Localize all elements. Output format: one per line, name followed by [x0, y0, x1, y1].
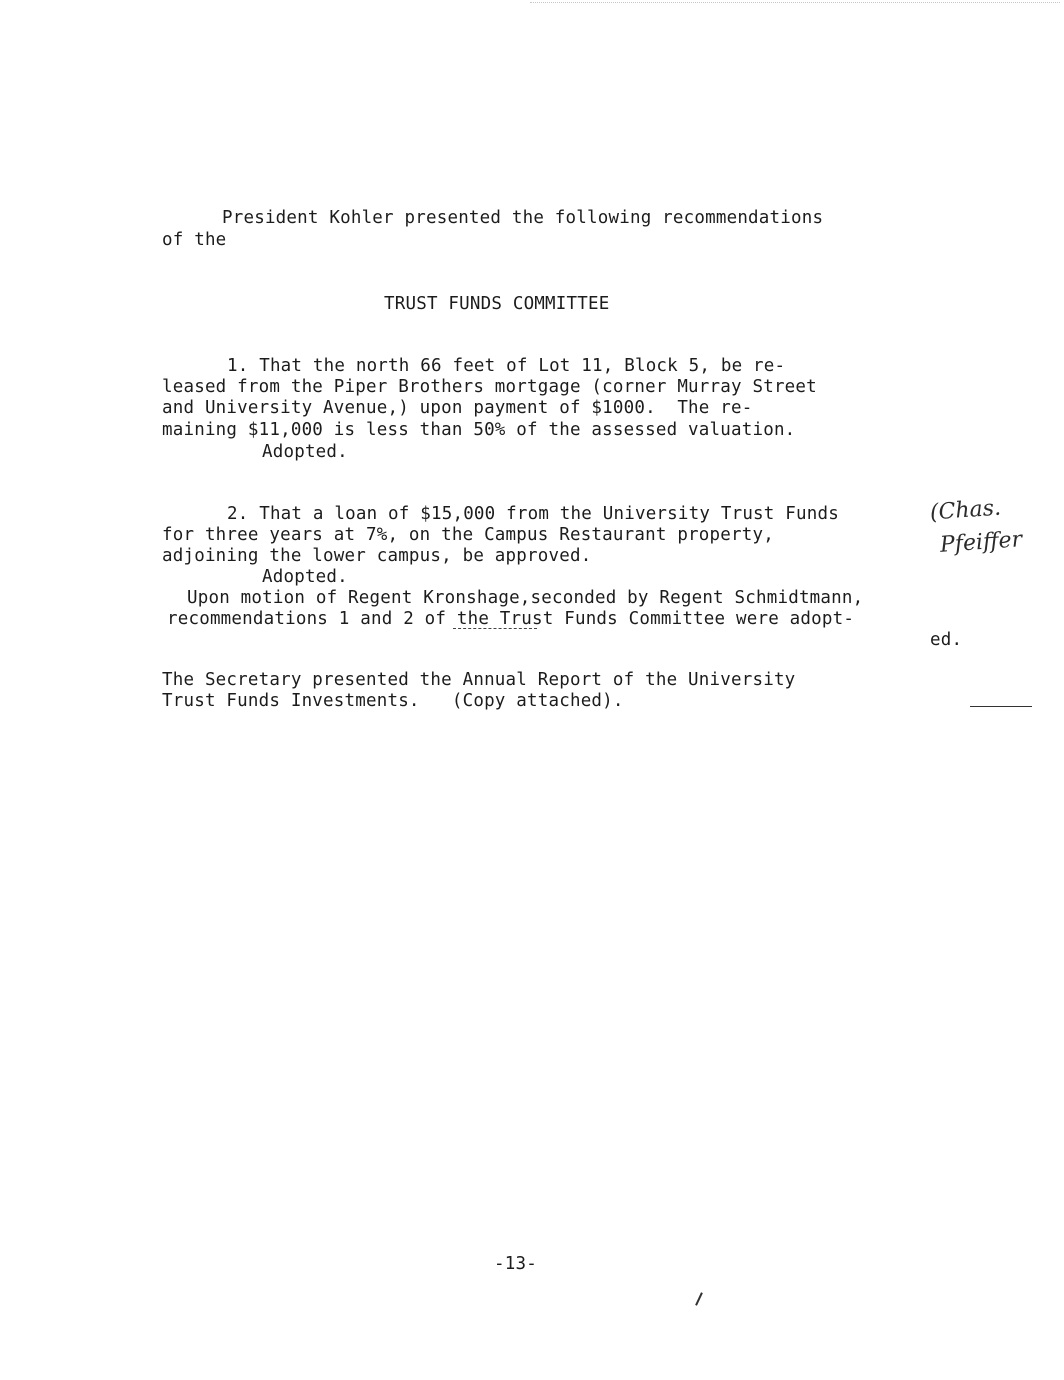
item1-line-3: and University Avenue,) upon payment of $1000. The re- — [162, 398, 753, 418]
item2-line-3: adjoining the lower campus, be approved. — [162, 546, 592, 566]
top-edge-mark — [530, 2, 1060, 3]
item2-line-1: 2. That a loan of $15,000 from the University Trust Funds — [227, 504, 839, 524]
item1-line-4: maining $11,000 is less than 50% of the assessed valuation. — [162, 420, 796, 440]
item2-status: Adopted. — [262, 567, 348, 587]
item1-status: Adopted. — [262, 442, 348, 462]
item1-line-2: leased from the Piper Brothers mortgage (corner Murray Street — [162, 377, 817, 397]
handwritten-note-name: (Chas. — [929, 495, 1002, 526]
report-line-2: Trust Funds Investments. (Copy attached). — [162, 691, 624, 711]
pen-mark — [695, 1292, 703, 1306]
motion-line-2: recommendations 1 and 2 of the Trust Funds Committee were adopt- — [167, 609, 855, 629]
item1-line-1: 1. That the north 66 feet of Lot 11, Block 5, be re- — [227, 356, 786, 376]
intro-line-2: of the — [162, 230, 227, 250]
handwritten-underline — [453, 628, 537, 629]
report-line-1: The Secretary presented the Annual Report of the University — [162, 670, 796, 690]
motion-line-1: Upon motion of Regent Kronshage,seconded by Regent Schmidtmann, — [187, 588, 864, 608]
motion-line-3: ed. — [930, 630, 963, 650]
margin-rule — [970, 706, 1032, 707]
item2-line-2: for three years at 7%, on the Campus Restaurant property, — [162, 525, 774, 545]
committee-heading: TRUST FUNDS COMMITTEE — [384, 294, 610, 314]
handwritten-note-surname: Pfeiffer — [939, 527, 1023, 558]
page-number: -13- — [494, 1254, 537, 1274]
intro-line-1: President Kohler presented the following recommendations — [222, 208, 824, 228]
